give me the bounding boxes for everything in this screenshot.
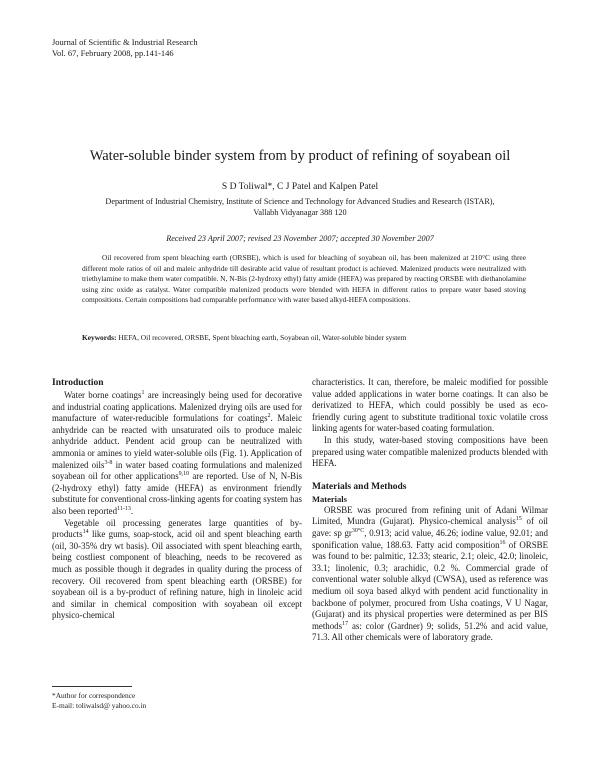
column-left (52, 377, 302, 622)
methods-heading: Materials and Methods (312, 481, 407, 492)
abstract (82, 253, 526, 306)
footnote-correspondence: *Author for correspondence (52, 691, 136, 700)
keywords-text: HEFA, Oil recovered, ORSBE, Spent bleaching earth, Soyabean oil, Water-soluble binder system (118, 333, 407, 342)
footnote-email: E-mail: toliwalsd@ yahoo.co.in (52, 701, 147, 710)
abstract-text: Oil recovered from spent bleaching earth (ORSBE), which is used for bleaching of soyabean oil, has been malenized at 210°C using three different mole ratios of oil and maleic anhydride till desirable acid value of resultant product is achieved. Malenized products were neutralized with triethylamine to make them water compatible. N, N-Bis (2-hydroxy ethyl) fatty amide (HEFA) was prepared by reacting ORSBE with diethanolamine using zinc oxide as catalyst. Water compatible malenized products were blended with HEFA in different ratios to prepare water based stoving compositions. Certain compositions had comparable performance with water based alkyd-HEFA compositions. (82, 253, 526, 305)
affiliation (60, 196, 540, 218)
intro-paragraph-1: Water borne coatings$^1$ are increasingly being used for decorative and industrial coating applications. Malenized drying oils are used for manufacture of water-reducible formulations for coatings$^2$. Maleic anhydride can be reacted with unsaturated oils to produce maleic anhydride adduct. Pendent acid group can be neutralized with ammonia or amines to yield water-soluble oils (Fig. 1). Application of malenized oils$^{3-8}$ in water based coating formulations and malenized soyabean oil for other applications$^{9,10}$ are reported. Use of N, N-Bis (2-hydroxy ethyl) fatty amide (HEFA) as environment friendly substitute for conventional cross-linking agents for coating system has also been reported$^{11-13}$. (52, 390, 303, 516)
journal-volume: Vol. 67, February 2008, pp.141-146 (52, 48, 174, 58)
affiliation-line2: Vallabh Vidyanagar 388 120 (253, 208, 347, 217)
intro-paragraph-3: In this study, water-based stoving compositions have been prepared using water compatible malenized products blended with HEFA. (312, 434, 548, 469)
received-dates: Received 23 April 2007; revised 23 November 2007; accepted 30 November 2007 (166, 234, 434, 243)
footnote-divider (52, 686, 132, 687)
paper-title: Water-soluble binder system from by product of refining of soyabean oil (89, 148, 511, 164)
materials-subheading: Materials (312, 493, 347, 504)
journal-header (52, 37, 198, 59)
intro-heading: Introduction (52, 378, 104, 388)
intro-paragraph-2-cont: characteristics. It can, therefore, be maleic modified for possible value added applications in water borne coatings. It can also be derivatized to HEFA, which could possibly be used as eco-friendly curing agent to substitute traditional toxic volatile cross linking agents for water-based coating formulation. (312, 377, 548, 434)
affiliation-line1: Department of Industrial Chemistry, Institute of Science and Technology for Advanced Studies and Research (ISTAR), (105, 197, 495, 206)
intro-paragraph-2: Vegetable oil processing generates large quantities of by-products$^{14}$ like gums, soap-stock, acid oil and spent bleaching earth (oil, 30-35% dry wt basis). Oil associated with spent bleaching earth, being costliest component of bleaching, needs to be recovered as much as possible though it degrades in quality during the process of recovery. Oil recovered from spent bleaching earth (ORSBE) for soyabean oil is a by-product of refining nature, high in linoleic acid and similar in chemical composition with soyabean oil except physico-chemical (52, 517, 302, 621)
footnotes (52, 691, 146, 711)
keywords (82, 333, 526, 344)
keywords-label: Keywords: (82, 333, 117, 342)
journal-name: Journal of Scientific & Industrial Research (52, 37, 198, 47)
authors: S D Toliwal*, C J Patel and Kalpen Patel (221, 182, 379, 192)
column-right (312, 377, 548, 644)
materials-paragraph: ORSBE was procured from refining unit of Adani Wilmar Limited, Mundra (Gujarat). Physico-chemical analysis$^{15}$ of oil gave: sp $gr^{30^\circ C}$, 0.913; acid value, 46.26; iodine value, 92.01; and sponification value, 188.63. Fatty acid composition$^{16}$ of ORSBE was found to be: palmitic, 12.33; stearic, 2.1; oleic, 42.0; linoleic, 33.1; linolenic, 0.3; arachidic, 0.2 %. Commercial grade of conventional water soluble alkyd (CWSA), used as reference was medium oil soya based alkyd with pendent acid functionality in backbone of polymer, procured from Usha coatings, V U Nagar, (Gujarat) and its physical properties were determined as per BIS methods$^{17}$ as: color (Gardner) 9; solids, 51.2% and acid value, 71.3. All other chemicals were of laboratory grade. (312, 504, 549, 643)
